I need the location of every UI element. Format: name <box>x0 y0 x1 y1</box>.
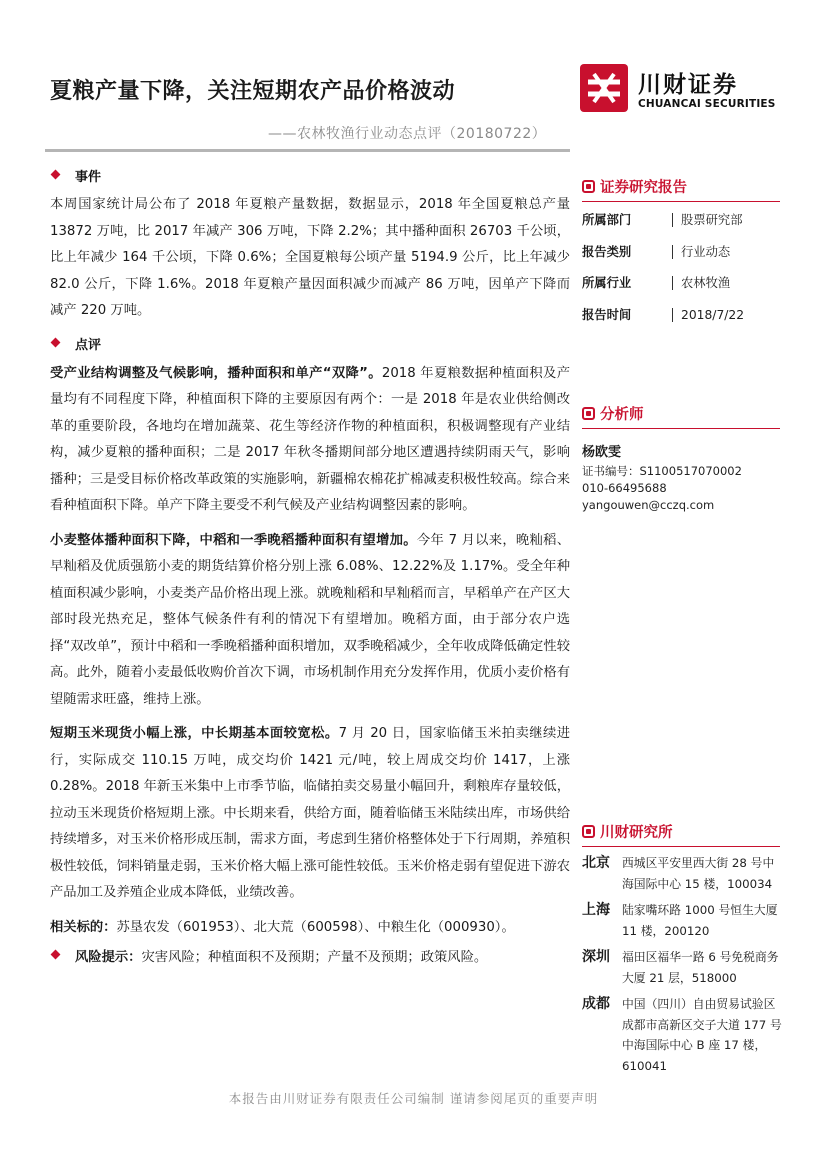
event-paragraph: 本周国家统计局公布了 2018 年夏粮产量数据，数据显示，2018 年全国夏粮总产量 13872 万吨，比 2017 年减产 306 万吨，下降 2.2%；其中播种面积 26703 千公顷，比上年减少 164 千公顷，下降 0.6%；全国夏粮每公顷产量 5194.9 公斤，比上年减少 82.0 公斤，下降 1.6%。2018 年夏粮产量因面积减少而减产 86 万吨，因单产下降而减产 220 万吨。 <box>50 197 570 318</box>
page-subtitle: ——农林牧渔行业动态点评（20180722） <box>268 126 547 142</box>
analyst-phone: 010-66495688 <box>582 481 667 495</box>
analyst-cert: 证书编号：S1100517070002 <box>582 464 742 478</box>
comment-paragraph-1: 受产业结构调整及气候影响，播种面积和单产“双降”。2018 年夏粮数据种植面积及产量均有不同程度下降，种植面积下降的主要原因有两个：一是 2018 年是农业供给侧改革的重要阶段，各地均在增加蔬菜、花生等经济作物的种植面积，积极调整现有产业结构，减少夏粮的播种面积；二是 2017 年秋冬播期间部分地区遭遇持续阴雨天气，影响播种；三是受目标价格改革政策的实施影响，新疆棉农棉花扩棉减麦积极性较高。综合来看种植面积下降。单产下降主要受不利气候及产业结构调整因素的影响。 <box>50 365 570 513</box>
analyst-heading: 分析师 <box>582 402 782 424</box>
comment-paragraph-2: 小麦整体播种面积下降，中稻和一季晚稻播种面积有望增加。今年 7 月以来，晚籼稻、早籼稻及优质强筋小麦的期货结算价格分别上涨 6.08%、12.22%及 1.17%。受全年种植面积减少影响，小麦类产品价格出现上涨。就晚籼稻和早籼稻而言，早稻单产在产区大部时段光热充足，整体气候条件有利的情况下有望增加。晚稻方面，由于部分农户选择“双改单”，预计中稻和一季晚稻播种面积增加，双季晚稻减少，全年收成降低确定性较高。此外，随着小麦最低收购价首次下调，市场机制作用充分发挥作用，优质小麦价格有望随需求旺盛，维持上涨。 <box>50 532 570 707</box>
related-targets: 相关标的：苏垦农发（601953）、北大荒（600598）、中粮生化（000930）。 <box>50 919 515 935</box>
institute-panel <box>582 820 782 1082</box>
office-beijing: 北京 西城区平安里西大街 28 号中海国际中心 15 楼，100034 <box>582 855 775 891</box>
risk-warning: 风险提示： 灾害风险；种植面积不及预期；产量不及预期；政策风险。 <box>50 945 570 972</box>
institute-heading: 川财研究所 <box>582 820 782 842</box>
logo-mark-icon <box>580 64 628 112</box>
analyst-email[interactable]: yangouwen@cczq.com <box>582 498 715 512</box>
main-content <box>50 160 570 972</box>
office-chengdu: 成都 中国（四川）自由贸易试验区成都市高新区交子大道 177 号中海国际中心 B 座 17 楼，610041 <box>582 996 782 1073</box>
institute-divider <box>582 846 780 847</box>
report-info-divider <box>582 201 780 202</box>
logo-name-en: CHUANCAI SECURITIES <box>638 98 776 110</box>
analyst-panel <box>582 402 782 514</box>
info-row-category: 报告类别 行业动态 <box>582 244 731 259</box>
institute-icon <box>582 825 595 838</box>
analyst-divider <box>582 428 780 429</box>
info-row-date: 报告时间 2018/7/22 <box>582 307 745 322</box>
analyst-icon <box>582 407 595 420</box>
diamond-bullet-icon <box>50 949 63 962</box>
office-shenzhen: 深圳 福田区福华一路 6 号免税商务大厦 21 层，518000 <box>582 949 779 985</box>
report-info-rows <box>582 211 782 337</box>
section-comment-heading: 点评 <box>50 331 570 357</box>
comment-paragraph-3: 短期玉米现货小幅上涨，中长期基本面较宽松。7 月 20 日，国家临储玉米拍卖继续进行，实际成交 110.15 万吨，成交均价 1421 元/吨，较上周成交均价 1417，上涨 0.28%。2018 年新玉米集中上市季节临，临储拍卖交易量小幅回升，剩粮库存量较低，拉动玉米现货价格短期上涨。中长期来看，供给方面，随着临储玉米陆续出库，市场供给持续增多，对玉米价格形成压制，需求方面，考虑到生猪价格整体处于下行周期，养殖积极性较低，饲料销量走弱，玉米价格大幅上涨可能性较低。玉米价格走弱有望促进下游农产品加工及养殖企业成本降低，业绩改善。 <box>50 726 571 900</box>
report-info-panel <box>582 175 782 337</box>
report-info-heading: 证券研究报告 <box>582 175 782 197</box>
info-row-department: 所属部门 股票研究部 <box>582 213 743 227</box>
header-divider <box>45 149 570 152</box>
diamond-bullet-icon <box>50 169 63 182</box>
logo-name-cn: 川财证券 <box>638 72 738 98</box>
section-event-heading: 事件 <box>50 162 570 188</box>
office-shanghai: 上海 陆家嘴环路 1000 号恒生大厦 11 楼，200120 <box>582 902 778 938</box>
company-logo <box>580 64 780 118</box>
report-icon <box>582 180 595 193</box>
page-footer: 本报告由川财证券有限责任公司编制 谨请参阅尾页的重要声明 <box>228 1091 599 1106</box>
analyst-name: 杨欧雯 <box>582 445 622 460</box>
diamond-bullet-icon <box>50 337 63 350</box>
page-title: 夏粮产量下降，关注短期农产品价格波动 <box>50 79 456 104</box>
info-row-industry: 所属行业 农林牧渔 <box>582 276 731 290</box>
